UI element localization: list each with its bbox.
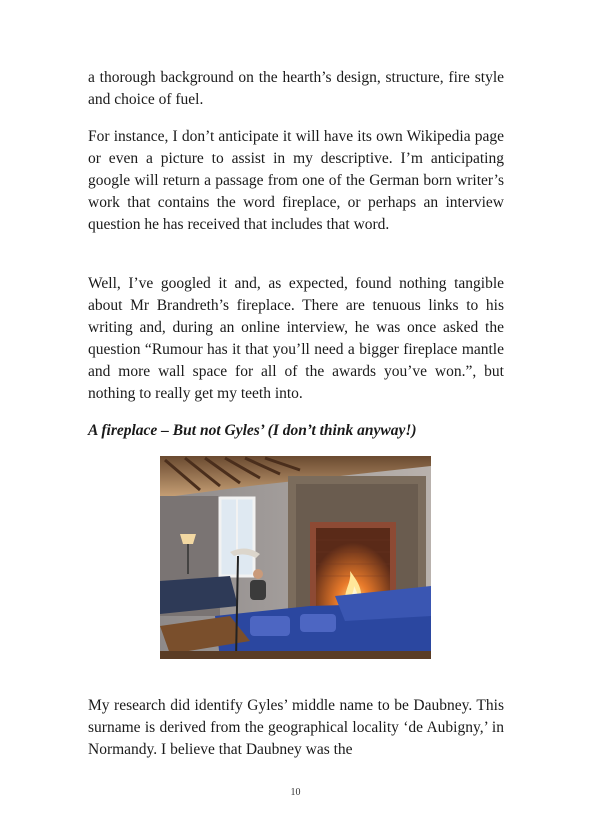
photo-caption: A fireplace – But not Gyles’ (I don’t think anyway!) [88, 422, 417, 439]
paragraph-googled-it: Well, I’ve googled it and, as expected, found nothing tangible about Mr Brandreth’s fireplace. There are tenuous links to his writing and, during an online interview, he was once asked the question “Rumour has it that you’ll need a bigger fireplace mantle and more wall space for all of the awards you’ve won.”, but nothing to really get my teeth into. [88, 275, 504, 402]
fireplace-photo [160, 456, 431, 659]
paragraph-hearth-background: a thorough background on the hearth’s design, structure, fire style and choice of fuel. [88, 69, 504, 108]
paragraph-for-instance: For instance, I don’t anticipate it will have its own Wikipedia page or even a picture to assist in my descriptive. I’m anticipating google will return a passage from one of the German born writer’s work that contains the word fireplace, or perhaps an interview question he has received that includes that word. [88, 128, 504, 233]
page-number: 10 [290, 787, 301, 798]
paragraph-research: My research did identify Gyles’ middle name to be Daubney. This surname is derived from the geographical locality ‘de Aubigny,’ in Normandy. I believe that Daubney was the [88, 697, 504, 758]
